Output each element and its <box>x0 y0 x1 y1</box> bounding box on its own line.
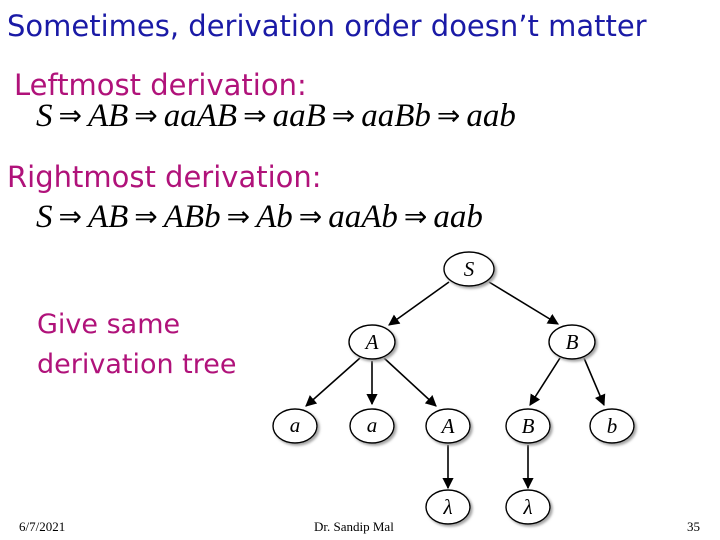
rightmost-step-0: S <box>36 199 53 235</box>
rightmost-step-5: aab <box>433 199 483 235</box>
rightmost-derivation-label: Rightmost derivation: <box>7 160 322 194</box>
footer-date: 6/7/2021 <box>19 519 66 534</box>
footer-author: Dr. Sandip Mal <box>314 519 394 534</box>
tree-node-lambda-1 <box>426 490 470 524</box>
leftmost-derivation-label: Leftmost derivation: <box>14 68 307 102</box>
edge-a-inner-a <box>384 358 436 406</box>
node-label-inner-b: B <box>521 414 535 438</box>
derives-arrow-icon: ⇒ <box>298 200 323 233</box>
derives-arrow-icon: ⇒ <box>134 200 158 233</box>
leftmost-step-0: S <box>36 98 53 134</box>
node-label-a: A <box>365 330 379 354</box>
node-label-leaf-a2: a <box>366 413 378 437</box>
derives-arrow-icon: ⇒ <box>243 99 267 132</box>
node-label-root: S <box>463 257 475 281</box>
rightmost-step-2: ABb <box>163 199 221 235</box>
edge-s-b <box>489 282 558 324</box>
tree-node-leaf-a2 <box>350 409 394 443</box>
edge-s-a <box>389 282 449 325</box>
rightmost-step-4: aaAb <box>328 199 398 235</box>
node-label-lambda-2: λ <box>523 495 533 519</box>
derives-arrow-icon: ⇒ <box>403 200 428 233</box>
tree-edges <box>306 282 604 488</box>
edge-b-inner-b <box>530 358 560 405</box>
derives-arrow-icon: ⇒ <box>331 99 356 132</box>
note-line-1: Give same <box>37 309 181 340</box>
tree-node-b <box>549 325 595 359</box>
derives-arrow-icon: ⇒ <box>58 99 82 132</box>
derives-arrow-icon: ⇒ <box>436 99 461 132</box>
node-label-b: B <box>565 330 579 354</box>
derives-arrow-icon: ⇒ <box>58 200 82 233</box>
node-label-leaf-a1: a <box>289 413 301 437</box>
tree-node-root <box>444 252 494 286</box>
leftmost-step-3: aaB <box>272 98 326 134</box>
node-label-inner-a: A <box>441 414 455 438</box>
edge-b-leaf-b <box>584 358 604 405</box>
tree-node-a <box>349 325 395 359</box>
tree-node-leaf-b <box>590 409 634 443</box>
tree-node-inner-b <box>506 409 550 443</box>
leftmost-step-5: aab <box>466 98 516 134</box>
tree-node-inner-a <box>426 409 470 443</box>
note-line-2: derivation tree <box>37 349 237 380</box>
leftmost-step-4: aaBb <box>361 98 431 134</box>
derives-arrow-icon: ⇒ <box>226 200 251 233</box>
leftmost-step-1: AB <box>87 98 129 134</box>
leftmost-step-2: aaAB <box>163 98 238 134</box>
derives-arrow-icon: ⇒ <box>134 99 158 132</box>
rightmost-step-3: Ab <box>256 199 293 235</box>
tree-node-lambda-2 <box>506 490 550 524</box>
slide-title: Sometimes, derivation order doesn’t matter <box>7 9 647 43</box>
footer-page-number: 35 <box>687 519 700 534</box>
node-label-leaf-b: b <box>606 414 618 438</box>
edge-a-leaf-a1 <box>306 358 360 406</box>
rightmost-step-1: AB <box>87 199 129 235</box>
node-label-lambda-1: λ <box>443 495 453 519</box>
tree-node-leaf-a1 <box>273 409 317 443</box>
